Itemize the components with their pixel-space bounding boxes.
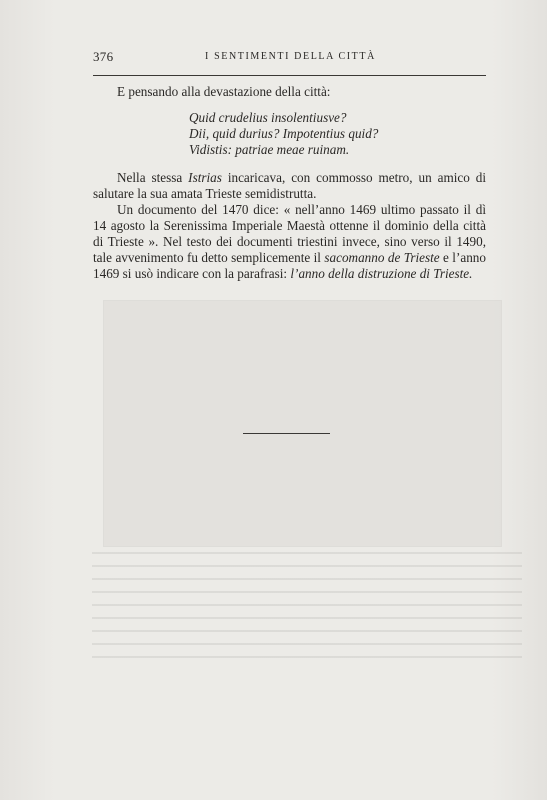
page-header	[93, 49, 488, 69]
paragraph-istrias	[93, 170, 486, 202]
lead-sentence: E pensando alla devastazione della città:	[117, 84, 331, 99]
paragraph-text: Nella stessa	[117, 170, 189, 185]
verse-line: Vidistis: patriae meae ruinam.	[189, 142, 350, 157]
running-title: I SENTIMENTI DELLA CITTÀ	[205, 51, 376, 62]
page-number: 376	[93, 49, 114, 64]
verse-line: Quid crudelius insolentiusve?	[189, 110, 347, 125]
italic-phrase: l’anno della distruzione di Trieste.	[290, 266, 473, 281]
paragraph-text: e l’anno 1469 si usò indicare con la parafrasi:	[93, 250, 486, 281]
header-rule	[93, 75, 486, 76]
paragraph-text: Un documento del 1470 dice: « nell’anno 1469 ultimo passato il dì 14 agosto la Serenissima Imperiale Maestà ottenne il dominio della città di Trieste ». Nel testo dei documenti triestini invece, sino verso il 1490, tale avvenimento fu detto semplicemente il	[93, 202, 486, 265]
paragraph-text: incaricava, con commosso metro, un amico di salutare la sua amata Trieste semidistrutta.	[93, 170, 486, 201]
italic-title: Istrias	[188, 170, 222, 185]
bleed-through-plate	[103, 300, 502, 547]
italic-term: sacomanno de Trieste	[324, 250, 440, 265]
verse-line: Dii, quid durius? Impotentius quid?	[189, 126, 379, 141]
end-rule	[243, 433, 330, 434]
paragraph-document-1470	[93, 202, 486, 282]
bleed-through-text	[92, 552, 522, 662]
latin-verse	[189, 110, 486, 158]
body-text	[93, 84, 486, 282]
